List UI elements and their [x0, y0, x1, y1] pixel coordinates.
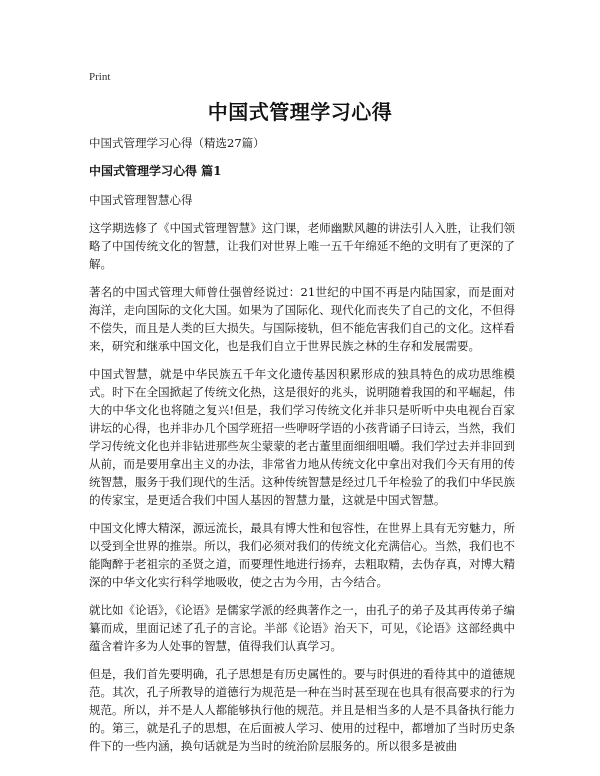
print-link[interactable]: Print	[89, 71, 111, 83]
section-heading: 中国式管理学习心得 篇1	[89, 164, 222, 178]
document-title: 中国式管理学习心得	[207, 100, 393, 124]
section-subheading: 中国式管理智慧心得	[89, 193, 193, 207]
document-subtitle: 中国式管理学习心得（精选27篇）	[89, 136, 265, 150]
document-body	[89, 134, 515, 765]
paragraph: 就比如《论语》，《论语》是儒家学派的经典著作之一，由孔子的弟子及其再传弟子编纂而成，里面记述了孔子的言论。半部《论语》治天下，可见，《论语》这部经典中蕴含着许多为人处事的智慧，值得我们认真学习。	[89, 603, 515, 653]
paragraph: 但是，我们首先要明确，孔子思想是有历史属性的。要与时俱进的看待其中的道德规范。其次，孔子所教导的道德行为规范是一种在当时甚至现在也具有很高要求的行为规范。所以，并不是人人都能够执行他的规范。并且是相当多的人是不具备执行能力的。第三，就是孔子的思想，在后面被人学习、使用的过程中，都增加了当时历史条件下的一些内涵，换句话就是为当时的统治阶层服务的。所以很多是被曲	[89, 667, 515, 753]
paragraph: 著名的中国式管理大师曾仕强曾经说过：21世纪的中国不再是内陆国家，而是面对海洋，走向国际的文化大国。如果为了国际化、现代化而丧失了自己的文化，不但得不偿失，而且是人类的巨大损失。与国际接轨，但不能危害我们自己的文化。这样看来，研究和继承中国文化，也是我们自立于世界民族之林的生存和发展需要。	[89, 285, 515, 353]
paragraph: 中国文化博大精深，源远流长，最具有博大性和包容性，在世界上具有无穷魅力，所以受到全世界的推崇。所以，我们必须对我们的传统文化充满信心。当然，我们也不能陶醉于老祖宗的圣贤之道，而要理性地进行扬弃，去粗取精，去伪存真，对博大精深的中华文化实行科学地吸收，使之古为今用，古今结合。	[89, 521, 515, 589]
paragraph: 这学期选修了《中国式管理智慧》这门课，老师幽默风趣的讲法引人入胜，让我们领略了中国传统文化的智慧，让我们对世界上唯一五千年绵延不绝的文明有了更深的了解。	[89, 221, 515, 271]
paragraph: 中国式智慧，就是中华民族五千年文化遗传基因积累形成的独具特色的成功思维模式。时下在全国掀起了传统文化热，这是很好的兆头，说明随着我国的和平崛起，伟大的中华文化也将随之复兴!但是，我们学习传统文化并非只是听听中央电视台百家讲坛的心得，也并非办几个国学班招一些咿呀学语的小孩背诵子曰诗云，当然，我们学习传统文化也并非钻进那些灰尘蒙蒙的老古董里面细细咀嚼。我们学过去并非回到从前，而是要用拿出主义的办法，非常省力地从传统文化中拿出对我们今天有用的传统智慧，服务于我们现代的生活。这种传统智慧是经过几千年检验了的我们中华民族的传家宝，是更适合我们中国人基因的智慧力量，这就是中国式智慧。	[89, 367, 515, 507]
